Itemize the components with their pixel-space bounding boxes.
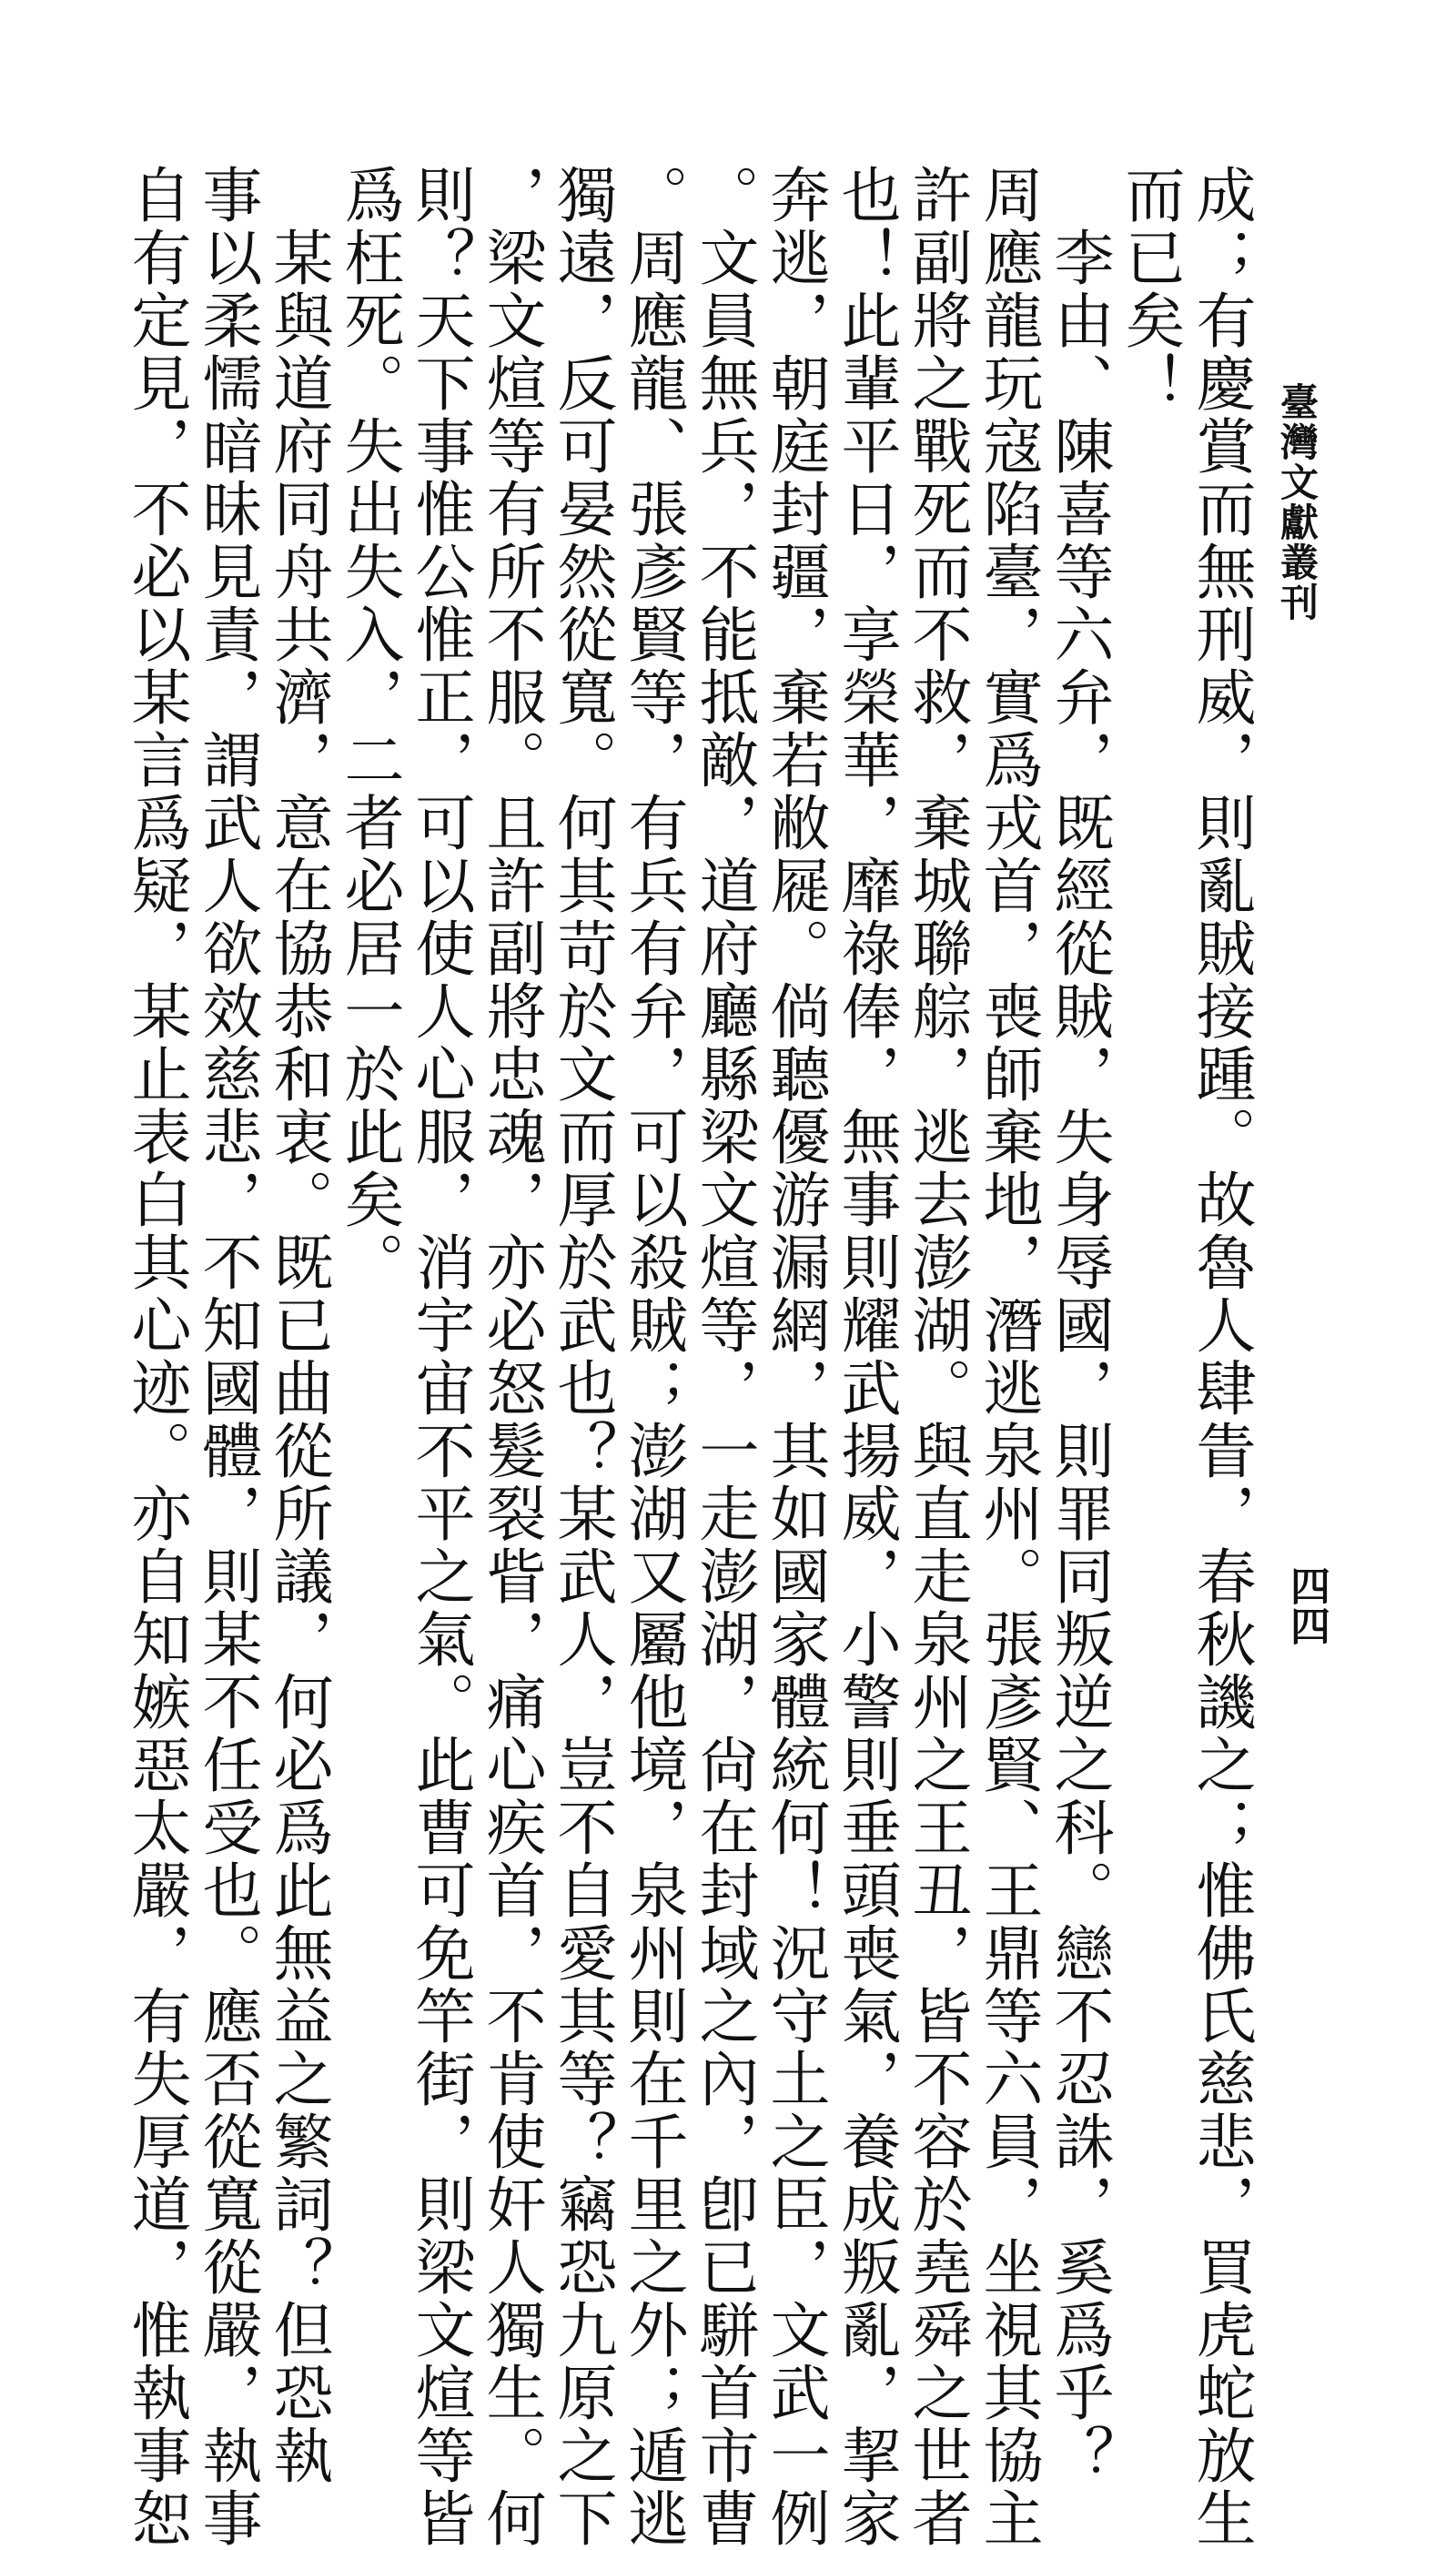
text-column: 奔逃，朝庭封疆，棄若敝屣。倘聽優游漏網，其如國家體統何！況守土之臣，文武一例 (760, 164, 830, 2550)
text-column: 而已矣！ (1115, 164, 1185, 415)
text-column: ，梁文煊等有所不服。且許副將忠魂，亦必怒髮裂眥，痛心疾首，不肯使奸人獨生。何 (476, 164, 546, 2550)
text-column: 成；有慶賞而無刑威，則亂賊接踵。故魯人肆眚，春秋譏之；惟佛氏慈悲，買虎蛇放生 (1186, 164, 1256, 2550)
page-number: 四四 (1283, 1565, 1330, 1645)
text-column: 。周應龍、張彥賢等，有兵有弁，可以殺賊；澎湖又屬他境，泉州則在千里之外；遁逃 (618, 164, 688, 2550)
text-column: 則？天下事惟公惟正，可以使人心服，消宇宙不平之氣。此曹可免竿街，則梁文煊等皆 (405, 164, 475, 2550)
text-column: 。文員無兵，不能抵敵，道府廳縣梁文煊等，一走澎湖，尙在封域之內，卽已駢首市曹 (689, 164, 759, 2550)
text-column: 某與道府同舟共濟，意在協恭和衷。既已曲從所議，何必爲此無益之繁詞？但恐執 (263, 164, 333, 2487)
text-column: 自有定見，不必以某言爲疑，某止表白其心迹。亦自知嫉惡太嚴，有失厚道，惟執事恕 (121, 164, 191, 2550)
text-column: 也！此輩平日，享榮華，靡祿俸，無事則耀武揚威，小警則垂頭喪氣，養成叛亂，挈家 (831, 164, 901, 2550)
running-title: 臺灣文獻叢刊 (1275, 382, 1320, 622)
text-column: 許副將之戰死而不救，棄城聯䑸，逃去澎湖。與直走泉州之王丑，皆不容於堯舜之世者 (902, 164, 972, 2550)
text-column: 事以柔懦暗昧見責，謂武人欲效慈悲，不知國體，則某不任受也。應否從寬從嚴，執事 (192, 164, 262, 2550)
text-column: 李由、陳喜等六弁，既經從賊，失身辱國，則罪同叛逆之科。戀不忍誅，奚爲乎？ (1044, 164, 1114, 2487)
text-column: 爲枉死。失出失入，二者必居一於此矣。 (334, 164, 404, 1294)
text-column: 獨遠，反可晏然從寬。何其苛於文而厚於武也？某武人，豈不自愛其等？竊恐九原之下 (547, 164, 617, 2550)
text-column: 周應龍玩寇陷臺，實爲戎首，喪師棄地，潛逃泉州。張彥賢、王鼎等六員，坐視其協主 (973, 164, 1043, 2550)
body-text (120, 164, 1256, 2550)
